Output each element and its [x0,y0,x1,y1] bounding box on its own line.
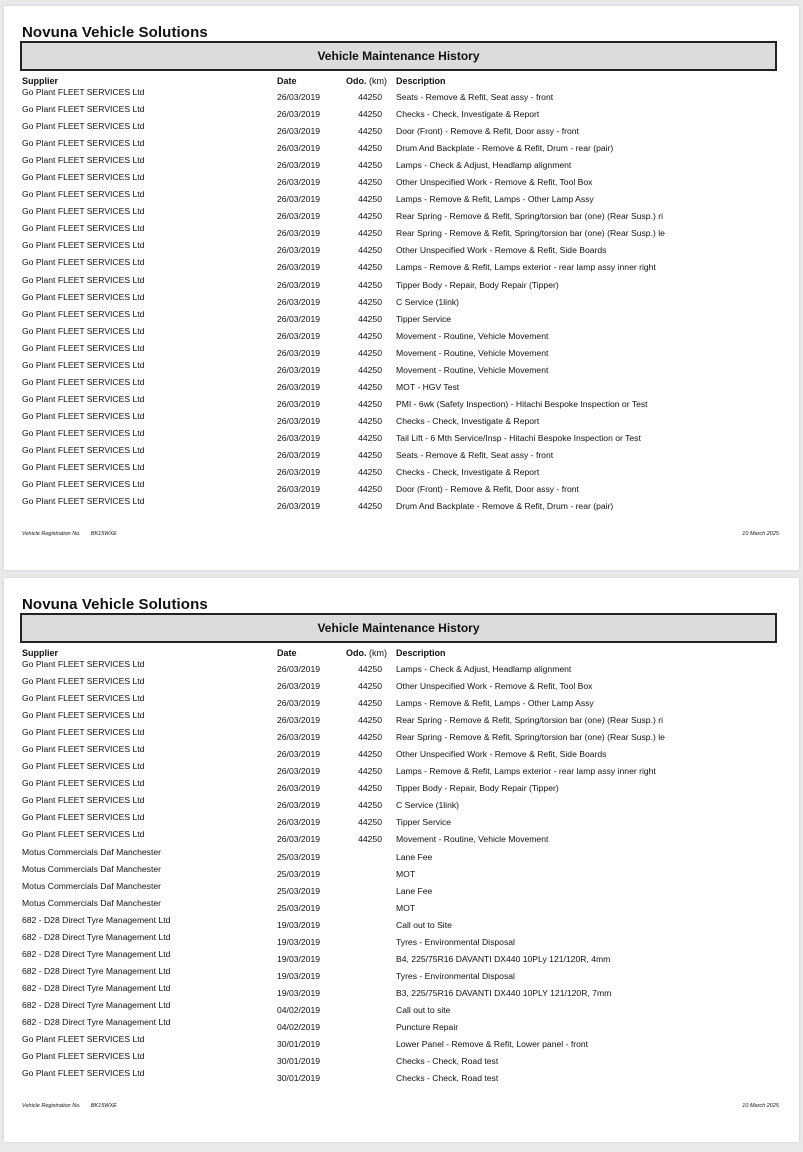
cell-supplier: Go Plant FLEET SERVICES Ltd [22,659,145,669]
cell-description: Movement - Routine, Vehicle Movement [396,364,549,375]
cell-description: Checks - Check, Investigate & Report [396,109,540,120]
cell-odo: 44250 [358,143,382,154]
table-row [4,238,799,255]
cell-description: Lamps - Remove & Refit, Lamps exterior - rear lamp assy inner right [396,262,656,273]
cell-description: Call out to Site [396,919,452,930]
cell-description: Movement - Routine, Vehicle Movement [396,834,549,845]
table-row [4,776,799,793]
cell-supplier: Go Plant FLEET SERVICES Ltd [22,189,145,200]
report-title: Vehicle Maintenance History [317,49,480,63]
table-row [4,1049,799,1066]
cell-description: MOT [396,868,416,879]
cell-supplier: 682 - D28 Direct Tyre Management Ltd [22,1016,171,1027]
table-row [4,879,799,896]
cell-odo: 44250 [358,415,382,426]
cell-date: 26/03/2019 [277,347,321,358]
cell-date: 25/03/2019 [277,902,321,913]
cell-description: C Service (1link) [396,800,460,811]
cell-date: 26/03/2019 [277,296,321,307]
cell-supplier: Go Plant FLEET SERVICES Ltd [22,812,145,823]
table-row [4,341,799,358]
cell-odo: 44250 [358,160,382,171]
maintenance-table [4,657,799,1083]
cell-odo: 44250 [358,296,382,307]
cell-odo: 44250 [358,800,382,811]
cell-supplier: Go Plant FLEET SERVICES Ltd [22,479,145,490]
table-row [4,426,799,443]
cell-date: 25/03/2019 [277,868,321,879]
cell-supplier: Go Plant FLEET SERVICES Ltd [22,462,145,473]
cell-odo: 44250 [358,732,382,743]
table-row [4,204,799,221]
cell-date: 26/03/2019 [277,766,321,777]
cell-supplier: Go Plant FLEET SERVICES Ltd [22,410,145,421]
registration-label: Vehicle Registration No. [22,531,81,537]
report-page-1 [4,6,799,570]
table-row [4,255,799,272]
cell-odo: 44250 [358,749,382,760]
table-row [4,409,799,426]
cell-supplier: Go Plant FLEET SERVICES Ltd [22,393,145,404]
footer-registration [22,1103,117,1109]
cell-description: Drum And Backplate - Remove & Refit, Drum - rear (pair) [396,501,614,512]
table-row [4,947,799,964]
cell-date: 26/03/2019 [277,698,321,709]
cell-date: 26/03/2019 [277,449,321,460]
cell-description: MOT [396,902,416,913]
cell-date: 26/03/2019 [277,664,321,674]
cell-description: Lamps - Check & Adjust, Headlamp alignment [396,160,572,171]
cell-supplier: Motus Commercials Daf Manchester [22,897,161,908]
cell-description: Other Unspecified Work - Remove & Refit, Side Boards [396,245,607,256]
cell-odo: 44250 [358,484,382,495]
cell-odo: 44250 [358,467,382,478]
cell-date: 26/03/2019 [277,749,321,760]
table-row [4,273,799,290]
table-row [4,657,799,674]
cell-date: 26/03/2019 [277,109,321,120]
cell-odo: 44250 [358,783,382,794]
cell-description: Checks - Check, Road test [396,1056,499,1067]
cell-odo: 44250 [358,177,382,188]
cell-supplier: Go Plant FLEET SERVICES Ltd [22,240,145,251]
cell-supplier: 682 - D28 Direct Tyre Management Ltd [22,965,171,976]
table-row [4,708,799,725]
cell-description: Movement - Routine, Vehicle Movement [396,330,549,341]
cell-description: Tipper Service [396,313,452,324]
cell-date: 26/03/2019 [277,143,321,154]
cell-description: Lamps - Remove & Refit, Lamps - Other Lamp Assy [396,194,594,205]
cell-date: 26/03/2019 [277,467,321,478]
footer-print-date: 10 March 2025 [742,531,779,537]
cell-supplier: Go Plant FLEET SERVICES Ltd [22,1068,145,1079]
cell-description: Movement - Routine, Vehicle Movement [396,347,549,358]
table-row [4,725,799,742]
odo-unit: (km) [369,76,388,86]
cell-supplier: Go Plant FLEET SERVICES Ltd [22,87,145,97]
cell-date: 25/03/2019 [277,885,321,896]
cell-date: 19/03/2019 [277,919,321,930]
cell-odo: 44250 [358,92,382,102]
cell-supplier: Go Plant FLEET SERVICES Ltd [22,496,145,507]
cell-supplier: 682 - D28 Direct Tyre Management Ltd [22,948,171,959]
cell-description: Rear Spring - Remove & Refit, Spring/torsion bar (one) (Rear Susp.) ri [396,211,663,222]
table-row [4,119,799,136]
table-row [4,477,799,494]
cell-supplier: Motus Commercials Daf Manchester [22,863,161,874]
cell-supplier: 682 - D28 Direct Tyre Management Ltd [22,931,171,942]
table-row [4,674,799,691]
table-row [4,1032,799,1049]
table-row [4,85,799,102]
cell-description: Drum And Backplate - Remove & Refit, Drum - rear (pair) [396,143,614,154]
cell-supplier: 682 - D28 Direct Tyre Management Ltd [22,999,171,1010]
cell-supplier: Go Plant FLEET SERVICES Ltd [22,376,145,387]
cell-supplier: Go Plant FLEET SERVICES Ltd [22,744,145,755]
cell-date: 26/03/2019 [277,681,321,692]
cell-odo: 44250 [358,211,382,222]
cell-description: Seats - Remove & Refit, Seat assy - front [396,449,554,460]
cell-date: 26/03/2019 [277,279,321,290]
column-header-supplier: Supplier [22,76,59,86]
cell-date: 26/03/2019 [277,783,321,794]
column-header-date: Date [277,648,297,658]
cell-date: 26/03/2019 [277,194,321,205]
cell-description: Checks - Check, Investigate & Report [396,415,540,426]
cell-description: Door (Front) - Remove & Refit, Door assy - front [396,484,579,495]
table-row [4,810,799,827]
cell-odo: 44250 [358,681,382,692]
cell-supplier: Go Plant FLEET SERVICES Ltd [22,121,145,132]
cell-supplier: Go Plant FLEET SERVICES Ltd [22,342,145,353]
cell-date: 26/03/2019 [277,211,321,222]
cell-description: Lamps - Check & Adjust, Headlamp alignment [396,664,572,674]
cell-date: 19/03/2019 [277,987,321,998]
cell-supplier: Motus Commercials Daf Manchester [22,880,161,891]
cell-supplier: Go Plant FLEET SERVICES Ltd [22,257,145,268]
cell-description: Other Unspecified Work - Remove & Refit, Tool Box [396,681,593,692]
cell-odo: 44250 [358,245,382,256]
cell-supplier: Go Plant FLEET SERVICES Ltd [22,308,145,319]
report-title: Vehicle Maintenance History [317,621,480,635]
table-row [4,290,799,307]
cell-date: 26/03/2019 [277,432,321,443]
cell-description: B4, 225/75R16 DAVANTI DX440 10PLy 121/120R, 4mm [396,953,611,964]
table-row [4,793,799,810]
cell-date: 19/03/2019 [277,970,321,981]
cell-date: 19/03/2019 [277,953,321,964]
table-row [4,930,799,947]
cell-date: 30/01/2019 [277,1073,321,1084]
table-row [4,136,799,153]
cell-supplier: Go Plant FLEET SERVICES Ltd [22,206,145,217]
column-header-description: Description [396,76,446,86]
table-row [4,153,799,170]
cell-description: MOT - HGV Test [396,381,460,392]
cell-supplier: Go Plant FLEET SERVICES Ltd [22,138,145,149]
cell-description: PMI - 6wk (Safety Inspection) - Hitachi Bespoke Inspection or Test [396,398,648,409]
cell-supplier: Go Plant FLEET SERVICES Ltd [22,444,145,455]
cell-description: Lamps - Remove & Refit, Lamps - Other Lamp Assy [396,698,594,709]
cell-supplier: Go Plant FLEET SERVICES Ltd [22,676,145,687]
table-row [4,392,799,409]
cell-supplier: Go Plant FLEET SERVICES Ltd [22,223,145,234]
cell-supplier: Go Plant FLEET SERVICES Ltd [22,727,145,738]
cell-date: 26/03/2019 [277,398,321,409]
table-row [4,460,799,477]
cell-date: 04/02/2019 [277,1004,321,1015]
cell-odo: 44250 [358,449,382,460]
table-row [4,375,799,392]
cell-odo: 44250 [358,501,382,512]
cell-supplier: Go Plant FLEET SERVICES Ltd [22,291,145,302]
cell-odo: 44250 [358,330,382,341]
cell-description: C Service (1link) [396,296,460,307]
cell-supplier: Motus Commercials Daf Manchester [22,846,161,857]
report-title-banner [20,41,777,71]
cell-date: 26/03/2019 [277,330,321,341]
cell-odo: 44250 [358,398,382,409]
cell-supplier: Go Plant FLEET SERVICES Ltd [22,359,145,370]
cell-date: 26/03/2019 [277,160,321,171]
table-row [4,324,799,341]
cell-description: Puncture Repair [396,1021,459,1032]
cell-date: 26/03/2019 [277,381,321,392]
cell-supplier: Go Plant FLEET SERVICES Ltd [22,274,145,285]
cell-odo: 44250 [358,347,382,358]
cell-supplier: 682 - D28 Direct Tyre Management Ltd [22,914,171,925]
cell-supplier: Go Plant FLEET SERVICES Ltd [22,1034,145,1045]
cell-supplier: Go Plant FLEET SERVICES Ltd [22,427,145,438]
cell-supplier: Go Plant FLEET SERVICES Ltd [22,795,145,806]
cell-odo: 44250 [358,698,382,709]
cell-description: Lane Fee [396,885,433,896]
cell-description: Seats - Remove & Refit, Seat assy - front [396,92,554,102]
odo-unit: (km) [369,648,388,658]
table-row [4,1015,799,1032]
cell-description: Other Unspecified Work - Remove & Refit, Tool Box [396,177,593,188]
cell-odo: 44250 [358,381,382,392]
cell-date: 26/03/2019 [277,715,321,726]
table-row [4,102,799,119]
cell-supplier: Go Plant FLEET SERVICES Ltd [22,829,145,840]
cell-date: 26/03/2019 [277,732,321,743]
registration-value: BK15WXE [90,1103,117,1109]
report-page-2 [4,578,799,1142]
odo-label: Odo. [346,76,367,86]
report-title-banner [20,613,777,643]
cell-description: Call out to site [396,1004,451,1015]
table-row [4,913,799,930]
cell-date: 30/01/2019 [277,1056,321,1067]
cell-description: Door (Front) - Remove & Refit, Door assy - front [396,126,579,137]
table-row [4,827,799,844]
registration-label: Vehicle Registration No. [22,1103,81,1109]
cell-description: Tipper Service [396,817,452,828]
company-name: Novuna Vehicle Solutions [22,596,208,613]
cell-date: 26/03/2019 [277,92,321,102]
table-row [4,845,799,862]
cell-odo: 44250 [358,262,382,273]
cell-description: Rear Spring - Remove & Refit, Spring/torsion bar (one) (Rear Susp.) le [396,228,665,239]
cell-supplier: Go Plant FLEET SERVICES Ltd [22,710,145,721]
cell-supplier: Go Plant FLEET SERVICES Ltd [22,761,145,772]
cell-date: 26/03/2019 [277,817,321,828]
cell-odo: 44250 [358,364,382,375]
cell-date: 26/03/2019 [277,245,321,256]
cell-odo: 44250 [358,766,382,777]
cell-description: Checks - Check, Road test [396,1073,499,1084]
cell-description: Lane Fee [396,851,433,862]
cell-description: Tyres - Environmental Disposal [396,936,515,947]
table-row [4,187,799,204]
cell-supplier: 682 - D28 Direct Tyre Management Ltd [22,982,171,993]
cell-odo: 44250 [358,194,382,205]
cell-date: 26/03/2019 [277,228,321,239]
cell-odo: 44250 [358,834,382,845]
cell-odo: 44250 [358,109,382,120]
cell-description: B3, 225/75R16 DAVANTI DX440 10PLY 121/120R, 7mm [396,987,612,998]
cell-description: Rear Spring - Remove & Refit, Spring/torsion bar (one) (Rear Susp.) le [396,732,665,743]
company-name: Novuna Vehicle Solutions [22,24,208,41]
cell-date: 26/03/2019 [277,364,321,375]
cell-date: 26/03/2019 [277,800,321,811]
registration-value: BK15WXE [90,531,117,537]
table-row [4,358,799,375]
cell-odo: 44250 [358,279,382,290]
cell-description: Checks - Check, Investigate & Report [396,467,540,478]
table-row [4,981,799,998]
table-row [4,494,799,511]
cell-date: 26/03/2019 [277,313,321,324]
cell-date: 26/03/2019 [277,177,321,188]
cell-description: Lamps - Remove & Refit, Lamps exterior - rear lamp assy inner right [396,766,656,777]
cell-odo: 44250 [358,715,382,726]
cell-odo: 44250 [358,126,382,137]
cell-description: Tipper Body - Repair, Body Repair (Tipper) [396,783,559,794]
column-header-description: Description [396,648,446,658]
table-row [4,170,799,187]
table-row [4,896,799,913]
table-row [4,307,799,324]
column-header-supplier: Supplier [22,648,59,658]
cell-supplier: Go Plant FLEET SERVICES Ltd [22,778,145,789]
cell-date: 26/03/2019 [277,484,321,495]
cell-supplier: Go Plant FLEET SERVICES Ltd [22,325,145,336]
cell-odo: 44250 [358,432,382,443]
cell-odo: 44250 [358,228,382,239]
cell-description: Tyres - Environmental Disposal [396,970,515,981]
table-row [4,443,799,460]
footer-print-date: 10 March 2025 [742,1103,779,1109]
cell-description: Tipper Body - Repair, Body Repair (Tipper) [396,279,559,290]
cell-odo: 44250 [358,313,382,324]
cell-description: Rear Spring - Remove & Refit, Spring/torsion bar (one) (Rear Susp.) ri [396,715,663,726]
maintenance-table [4,85,799,511]
table-row [4,964,799,981]
table-row [4,742,799,759]
cell-supplier: Go Plant FLEET SERVICES Ltd [22,1051,145,1062]
table-row [4,998,799,1015]
cell-date: 26/03/2019 [277,415,321,426]
table-row [4,862,799,879]
cell-date: 04/02/2019 [277,1021,321,1032]
cell-description: Lower Panel - Remove & Refit, Lower panel - front [396,1039,589,1050]
table-row [4,691,799,708]
cell-date: 26/03/2019 [277,262,321,273]
cell-supplier: Go Plant FLEET SERVICES Ltd [22,172,145,183]
cell-date: 25/03/2019 [277,851,321,862]
cell-odo: 44250 [358,664,382,674]
odo-label: Odo. [346,648,367,658]
cell-description: Other Unspecified Work - Remove & Refit, Side Boards [396,749,607,760]
cell-date: 26/03/2019 [277,501,321,512]
cell-date: 30/01/2019 [277,1039,321,1050]
cell-supplier: Go Plant FLEET SERVICES Ltd [22,155,145,166]
cell-odo: 44250 [358,817,382,828]
cell-date: 26/03/2019 [277,834,321,845]
cell-supplier: Go Plant FLEET SERVICES Ltd [22,693,145,704]
cell-date: 26/03/2019 [277,126,321,137]
table-row [4,759,799,776]
cell-description: Tail Lift - 6 Mth Service/Insp - Hitachi Bespoke Inspection or Test [396,432,641,443]
table-row [4,221,799,238]
table-row [4,1066,799,1083]
cell-supplier: Go Plant FLEET SERVICES Ltd [22,104,145,115]
footer-registration [22,531,117,537]
cell-date: 19/03/2019 [277,936,321,947]
column-header-date: Date [277,76,297,86]
